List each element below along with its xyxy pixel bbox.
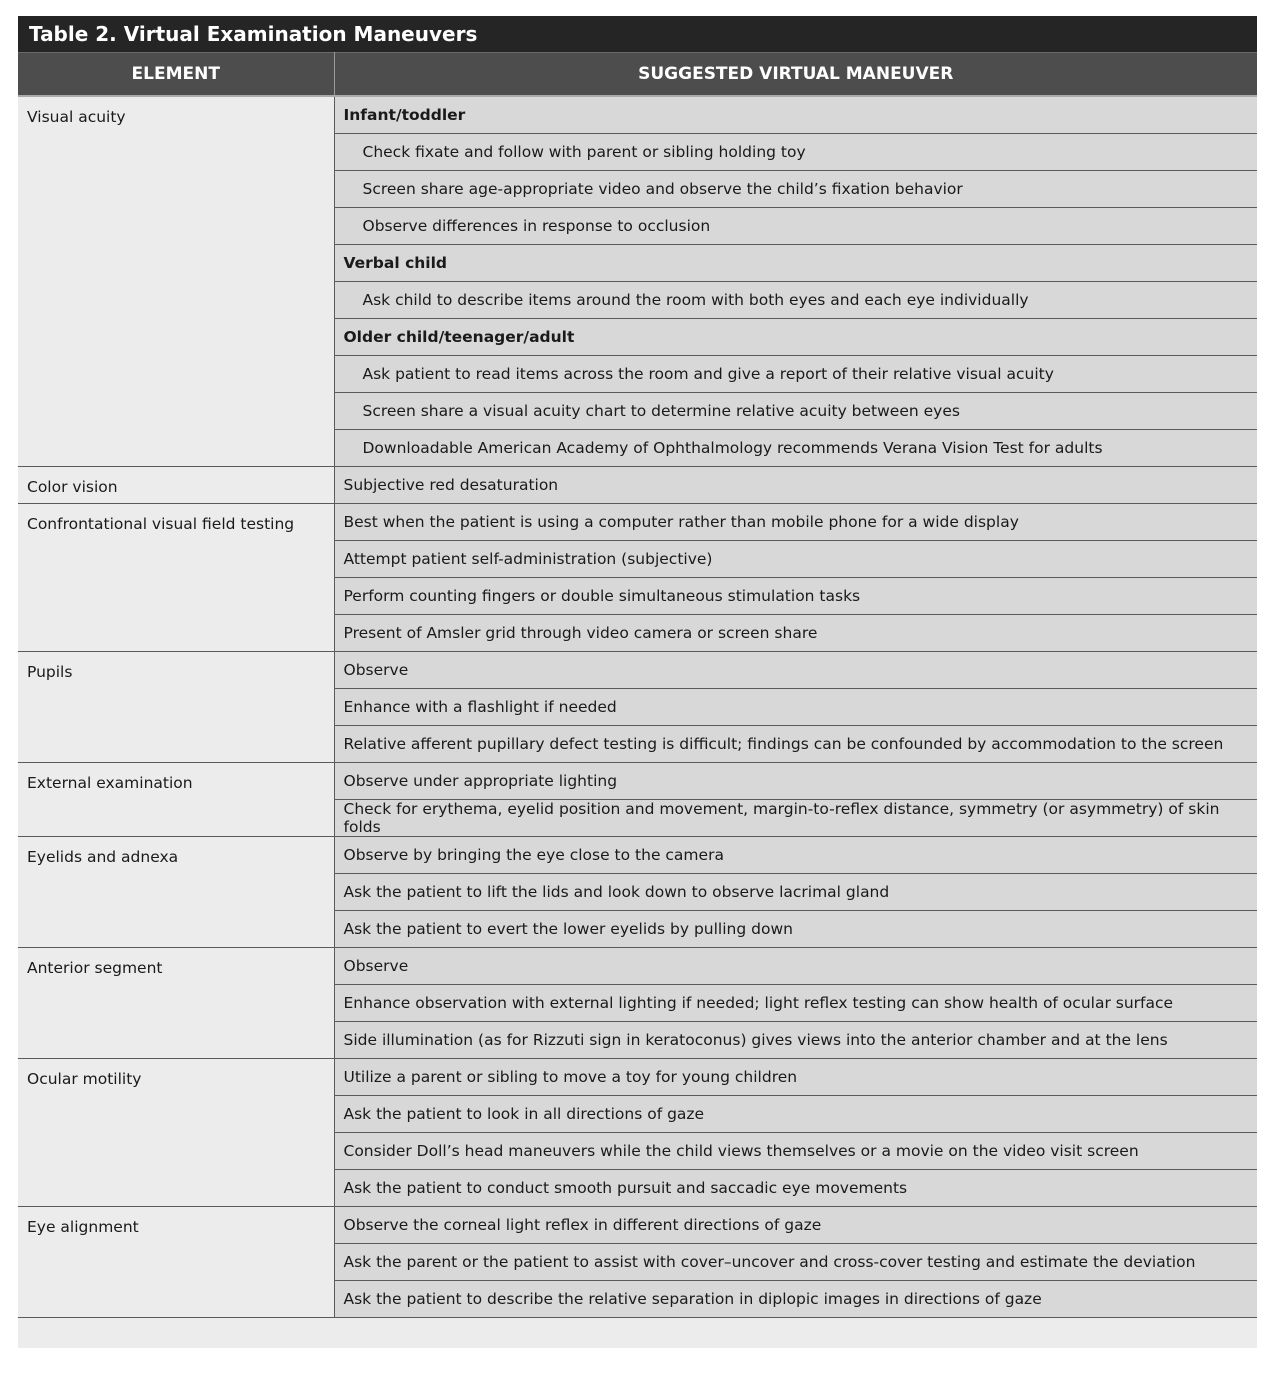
element-cell: External examination	[18, 762, 334, 836]
table-row	[18, 96, 1257, 133]
maneuver-subheading: Older child/teenager/adult	[334, 318, 1257, 355]
maneuver-cell: Check fixate and follow with parent or sibling holding toy	[334, 133, 1257, 170]
element-cell: Confrontational visual field testing	[18, 503, 334, 651]
table-footer	[18, 1318, 1257, 1348]
table-container	[18, 16, 1257, 1348]
table-row	[18, 651, 1257, 688]
maneuver-cell: Ask the patient to lift the lids and look down to observe lacrimal gland	[334, 873, 1257, 910]
maneuver-cell: Check for erythema, eyelid position and movement, margin-to-reflex distance, symmetry (or asymmetry) of skin folds	[334, 799, 1257, 836]
maneuver-subheading: Verbal child	[334, 244, 1257, 281]
element-cell: Visual acuity	[18, 96, 334, 466]
maneuver-cell: Ask the patient to describe the relative separation in diplopic images in directions of gaze	[334, 1280, 1257, 1317]
maneuver-cell: Observe the corneal light reflex in different directions of gaze	[334, 1206, 1257, 1243]
header-row	[18, 53, 1257, 97]
table-title: Table 2. Virtual Examination Maneuvers	[18, 16, 1257, 52]
maneuver-cell: Consider Doll’s head maneuvers while the child views themselves or a movie on the video visit screen	[334, 1132, 1257, 1169]
table-row	[18, 762, 1257, 799]
table-row	[18, 1206, 1257, 1243]
element-cell: Eye alignment	[18, 1206, 334, 1317]
maneuvers-table	[18, 52, 1257, 1318]
maneuver-cell: Perform counting fingers or double simultaneous stimulation tasks	[334, 577, 1257, 614]
element-cell: Eyelids and adnexa	[18, 836, 334, 947]
maneuver-cell: Ask the patient to look in all directions of gaze	[334, 1095, 1257, 1132]
maneuver-cell: Ask the parent or the patient to assist with cover–uncover and cross-cover testing and estimate the deviation	[334, 1243, 1257, 1280]
maneuver-cell: Observe	[334, 947, 1257, 984]
header-maneuver: SUGGESTED VIRTUAL MANEUVER	[334, 53, 1257, 97]
element-cell: Pupils	[18, 651, 334, 762]
maneuver-cell: Subjective red desaturation	[334, 466, 1257, 503]
maneuver-cell: Present of Amsler grid through video camera or screen share	[334, 614, 1257, 651]
element-cell: Ocular motility	[18, 1058, 334, 1206]
maneuver-cell: Enhance observation with external lighting if needed; light reflex testing can show health of ocular surface	[334, 984, 1257, 1021]
table-row	[18, 503, 1257, 540]
table-row	[18, 947, 1257, 984]
maneuver-cell: Ask child to describe items around the room with both eyes and each eye individually	[334, 281, 1257, 318]
maneuver-cell: Enhance with a flashlight if needed	[334, 688, 1257, 725]
maneuver-cell: Observe by bringing the eye close to the camera	[334, 836, 1257, 873]
maneuver-cell: Utilize a parent or sibling to move a toy for young children	[334, 1058, 1257, 1095]
table-row	[18, 836, 1257, 873]
maneuver-cell: Observe differences in response to occlusion	[334, 207, 1257, 244]
table-body	[18, 96, 1257, 1317]
header-element: ELEMENT	[18, 53, 334, 97]
table-row	[18, 1058, 1257, 1095]
maneuver-cell: Side illumination (as for Rizzuti sign in keratoconus) gives views into the anterior chamber and at the lens	[334, 1021, 1257, 1058]
element-cell: Anterior segment	[18, 947, 334, 1058]
maneuver-cell: Best when the patient is using a computer rather than mobile phone for a wide display	[334, 503, 1257, 540]
maneuver-cell: Screen share age-appropriate video and observe the child’s fixation behavior	[334, 170, 1257, 207]
maneuver-cell: Downloadable American Academy of Ophthalmology recommends Verana Vision Test for adults	[334, 429, 1257, 466]
maneuver-cell: Ask the patient to evert the lower eyelids by pulling down	[334, 910, 1257, 947]
maneuver-cell: Ask patient to read items across the room and give a report of their relative visual acuity	[334, 355, 1257, 392]
maneuver-cell: Ask the patient to conduct smooth pursuit and saccadic eye movements	[334, 1169, 1257, 1206]
maneuver-cell: Screen share a visual acuity chart to determine relative acuity between eyes	[334, 392, 1257, 429]
maneuver-subheading: Infant/toddler	[334, 96, 1257, 133]
maneuver-cell: Relative afferent pupillary defect testing is difficult; findings can be confounded by accommodation to the screen	[334, 725, 1257, 762]
maneuver-cell: Attempt patient self-administration (subjective)	[334, 540, 1257, 577]
maneuver-cell: Observe under appropriate lighting	[334, 762, 1257, 799]
maneuver-cell: Observe	[334, 651, 1257, 688]
table-row	[18, 466, 1257, 503]
element-cell: Color vision	[18, 466, 334, 503]
